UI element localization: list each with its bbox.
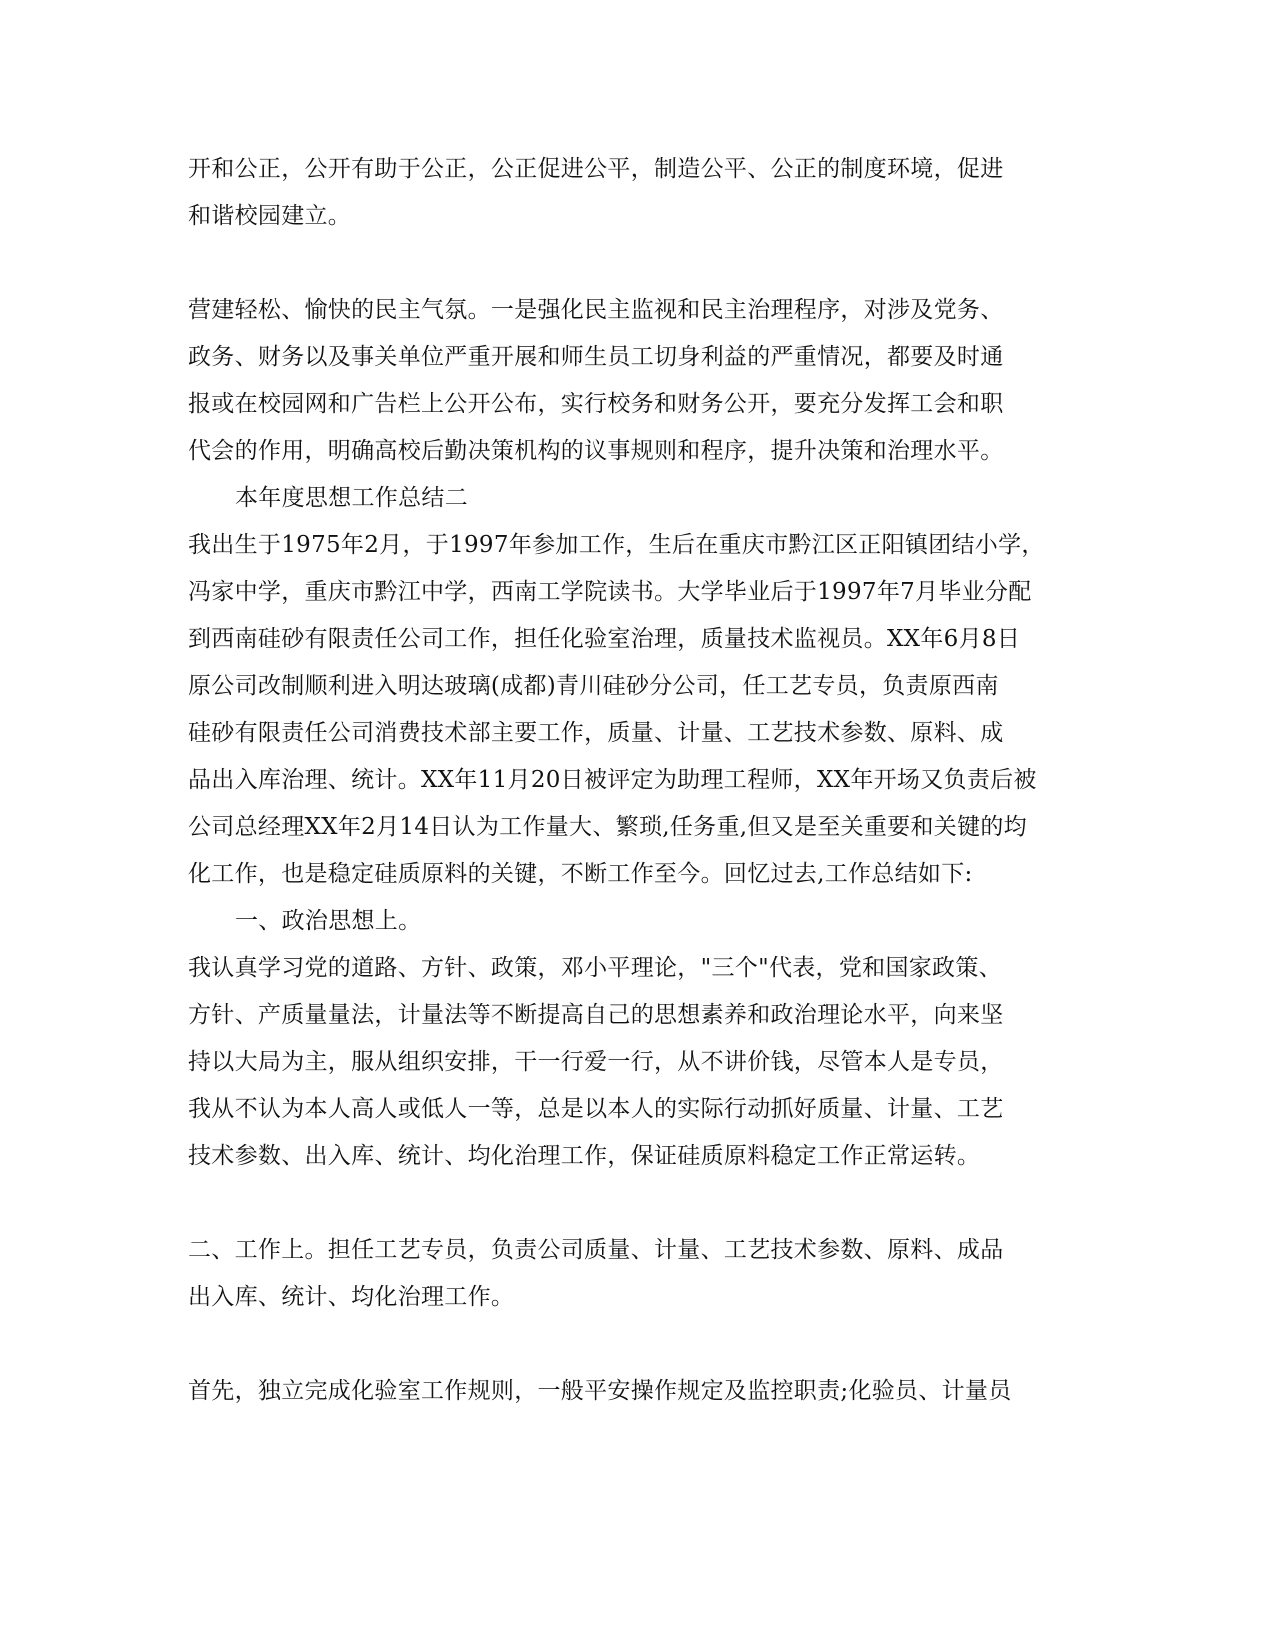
subsection-heading: 一、政治思想上。 xyxy=(235,908,422,934)
body-text-line: 政务、财务以及事关单位严重开展和师生员工切身利益的严重情况，都要及时通 xyxy=(188,344,1004,370)
body-text-line: 原公司改制顺利进入明达玻璃(成都)青川硅砂分公司，任工艺专员，负责原西南 xyxy=(188,673,999,699)
body-text-line: 硅砂有限责任公司消费技术部主要工作，质量、计量、工艺技术参数、原料、成 xyxy=(188,720,1004,746)
body-text-line: 持以大局为主，服从组织安排，干一行爱一行，从不讲价钱，尽管本人是专员， xyxy=(188,1049,1004,1075)
body-text-line: 开和公正，公开有助于公正，公正促进公平，制造公平、公正的制度环境，促进 xyxy=(188,156,1004,182)
body-text-line: 首先，独立完成化验室工作规则，一般平安操作规定及监控职责;化验员、计量员 xyxy=(188,1378,1012,1404)
body-text-line: 和谐校园建立。 xyxy=(188,203,352,229)
body-text-line: 二、工作上。担任工艺专员，负责公司质量、计量、工艺技术参数、原料、成品 xyxy=(188,1237,1004,1263)
body-text-line: 代会的作用，明确高校后勤决策机构的议事规则和程序，提升决策和治理水平。 xyxy=(188,438,1004,464)
section-heading: 本年度思想工作总结二 xyxy=(235,485,468,511)
body-text-line: 化工作，也是稳定硅质原料的关键，不断工作至今。回忆过去,工作总结如下: xyxy=(188,861,973,887)
body-text-line: 出入库、统计、均化治理工作。 xyxy=(188,1284,515,1310)
body-text-line: 到西南硅砂有限责任公司工作，担任化验室治理，质量技术监视员。XX年6月8日 xyxy=(188,626,1021,652)
body-text-line: 营建轻松、愉快的民主气氛。一是强化民主监视和民主治理程序，对涉及党务、 xyxy=(188,297,1004,323)
body-text-line: 公司总经理XX年2月14日认为工作量大、繁琐,任务重,但又是至关重要和关键的均 xyxy=(188,814,1027,840)
body-text-line: 我从不认为本人高人或低人一等，总是以本人的实际行动抓好质量、计量、工艺 xyxy=(188,1096,1004,1122)
body-text-line: 我出生于1975年2月，于1997年参加工作，生后在重庆市黔江区正阳镇团结小学， xyxy=(188,532,1045,558)
body-text-line: 报或在校园网和广告栏上公开公布，实行校务和财务公开，要充分发挥工会和职 xyxy=(188,391,1004,417)
body-text-line: 品出入库治理、统计。XX年11月20日被评定为助理工程师，XX年开场又负责后被 xyxy=(188,767,1037,793)
body-text-line: 技术参数、出入库、统计、均化治理工作，保证硅质原料稳定工作正常运转。 xyxy=(188,1143,981,1169)
body-text-line: 方针、产质量量法，计量法等不断提高自己的思想素养和政治理论水平，向来坚 xyxy=(188,1002,1004,1028)
body-text-line: 我认真学习党的道路、方针、政策，邓小平理论，"三个"代表，党和国家政策、 xyxy=(188,955,1002,981)
body-text-line: 冯家中学，重庆市黔江中学，西南工学院读书。大学毕业后于1997年7月毕业分配 xyxy=(188,579,1032,605)
